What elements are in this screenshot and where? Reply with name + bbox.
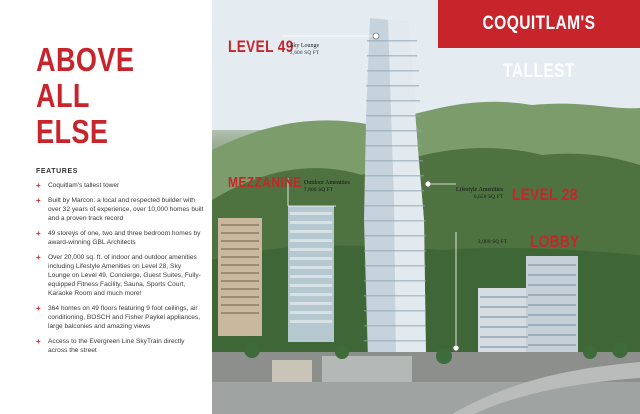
sky-lounge-name: Sky Lounge — [290, 43, 320, 49]
headline-line-2: ALL — [36, 77, 90, 114]
lifestyle-amenities-name: Lifestyle Amenities — [456, 187, 504, 193]
feature-text: Over 20,000 sq. ft. of indoor and outdoor amenities including Lifestyle Amenities on Level 28, Sky Lounge on Level 49, Concierge, Guest Suites, Fully-equipped Fitness Facility, Sauna, Sports Court, Karaoke Room and much more! — [48, 254, 201, 297]
feature-item — [36, 337, 204, 355]
lobby-callout — [530, 232, 592, 252]
plus-icon: + — [36, 229, 41, 238]
sky-lounge-area: 2,600 SQ FT — [290, 51, 320, 56]
feature-text: Coquitlam's tallest tower — [48, 182, 120, 189]
plus-icon: + — [36, 304, 41, 313]
outdoor-amenities-name: Outdoor Amenities — [304, 180, 350, 186]
lobby-area-info — [478, 239, 507, 246]
lobby-area: 3,000 SQ FT — [478, 240, 508, 245]
level28-label: LEVEL 28 — [512, 185, 578, 204]
tower-rendering — [212, 0, 640, 414]
level49-label: LEVEL 49 — [228, 37, 294, 56]
feature-panel — [0, 0, 212, 414]
feature-text: 49 storeys of one, two and three bedroom homes by award-winning GBL Architects — [48, 230, 201, 246]
outdoor-amenities-area: 7,600 SQ FT — [304, 188, 334, 193]
plus-icon: + — [36, 181, 41, 190]
feature-item — [36, 181, 204, 190]
outdoor-amenities-info — [304, 180, 350, 194]
headline — [36, 42, 180, 150]
plus-icon: + — [36, 196, 41, 205]
feature-item — [36, 304, 204, 331]
level28-callout — [512, 185, 594, 205]
feature-item — [36, 229, 204, 247]
headline-line-3: ELSE — [36, 113, 109, 150]
feature-text: Access to the Evergreen Line SkyTrain directly across the street — [48, 338, 185, 354]
lobby-label: LOBBY — [530, 232, 580, 251]
features-list — [36, 181, 204, 355]
banner-text: COQUITLAM'S TALLEST — [482, 13, 596, 82]
plus-icon: + — [36, 253, 41, 262]
feature-item — [36, 196, 204, 223]
features-title: FEATURES — [36, 168, 79, 175]
lifestyle-amenities-area: 6,650 SQ FT — [473, 195, 504, 200]
feature-text: 364 homes on 49 floors featuring 9 foot ceilings, air conditioning, BOSCH and Fisher Paykel appliances, large balconies and amazing views — [48, 305, 201, 330]
headline-line-1: ABOVE — [36, 41, 135, 78]
sky-lounge-info — [290, 43, 319, 57]
lifestyle-amenities-info — [456, 187, 503, 201]
plus-icon: + — [36, 337, 41, 346]
banner — [438, 0, 640, 82]
mezzanine-label: MEZZANINE — [228, 174, 302, 191]
feature-text: Built by Marcon: a local and respected builder with over 32 years of experience, over 10,000 homes built and a proven track record — [48, 197, 204, 222]
feature-item — [36, 253, 204, 298]
